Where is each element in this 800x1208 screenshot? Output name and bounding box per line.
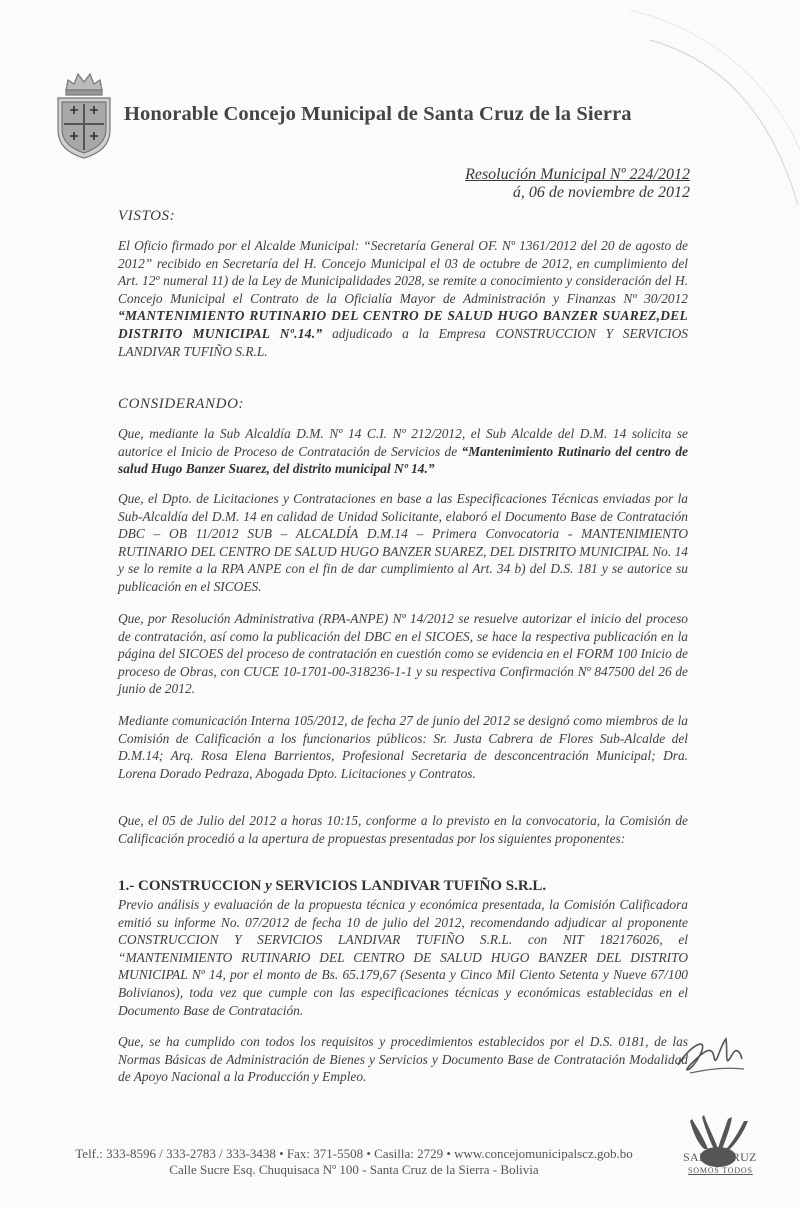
bidder-title-rest: SERVICIOS LANDIVAR TUFIÑO S.R.L. xyxy=(271,878,547,894)
bidder-title-prefix: 1.- CONSTRUCCION xyxy=(118,878,266,894)
logo-slogan: SOMOS TODOS xyxy=(688,1166,753,1175)
considerando-paragraph-4: Mediante comunicación Interna 105/2012, de fecha 27 de junio del 2012 se designó como miembros de la Comisión de Calificación a los funcionarios públicos: Sr. Justa Cabrera de Flores Sub-Alcalde del D.M.14; Arq. Rosa Elena Barrientos, Profesional Secretaria de desconcentración Municipal; Dra. Lorena Dorado Pedraza, Abogada Dpto. Licitaciones y Contratos. xyxy=(118,713,688,781)
footer-contact: Telf.: 333-8596 / 333-2783 / 333-3438 • Fax: 371-5508 • Casilla: 2729 • www.concejomunicipalscz.gob.bo xyxy=(75,1146,633,1161)
considerando-paragraph-2: Que, el Dpto. de Licitaciones y Contrataciones en base a las Especificaciones Técnicas enviadas por la Sub-Alcaldía del D.M. 14 en calidad de Unidad Solicitante, elaboró el Documento Base de Contratación DBC – OB 11/2012 SUB – ALCALDÍA D.M.14 – Primera Convocatoria - MANTENIMIENTO RUTINARIO DEL CENTRO DE SALUD HUGO BANZER SUAREZ, DEL DISTRITO MUNICIPAL No. 14 y se lo remite a la RPA ANPE con el fin de dar cumplimiento al Art. 34 b) del D.S. 181 y se autorice su publicación en el SICOES. xyxy=(118,491,688,594)
considerando-paragraph-5: Que, el 05 de Julio del 2012 a horas 10:15, conforme a lo previsto en la convocatoria, la Comisión de Calificación procedió a la apertura de propuestas presentadas por los siguientes proponentes: xyxy=(118,813,688,846)
signature xyxy=(670,1025,750,1085)
footer-address: Calle Sucre Esq. Chuquisaca Nº 100 - Santa Cruz de la Sierra - Bolivia xyxy=(169,1162,539,1177)
vistos-text-end: adjudicado a la Empresa CONSTRUCCION Y SERVICIOS LANDIVAR TUFIÑO S.R.L. xyxy=(118,325,688,359)
bidder-title xyxy=(118,878,546,895)
considerando-heading: CONSIDERANDO: xyxy=(118,396,245,412)
considerando-p1-emph: “Mantenimiento Rutinario del centro de salud Hugo Banzer Suarez, del distrito municipal Nº 14.” xyxy=(118,443,688,477)
considerando-paragraph-1 xyxy=(118,425,688,478)
coat-of-arms-icon xyxy=(52,60,116,160)
closing-paragraph: Que, se ha cumplido con todos los requisitos y procedimientos establecidos por el D.S. 0181, de las Normas Básicas de Administración de Bienes y Servicios y Documento Base de Contratación Modalidad de Apoyo Nacional a la Producción y Empleo. xyxy=(118,1034,688,1085)
vistos-contract-title: “MANTENIMIENTO RUTINARIO DEL CENTRO DE SALUD HUGO BANZER SUAREZ,DEL DISTRITO MUNICIPAL Nº.14.” xyxy=(118,308,688,341)
santa-cruz-logo-icon xyxy=(680,1090,760,1200)
vistos-text-start: El Oficio firmado por el Alcalde Municipal: “Secretaría General OF. Nº 1361/2012 del 20 de agosto de 2012” recibido en Secretaría del H. Concejo Municipal el 03 de octubre de 2012, en cumplimiento del Art. 12º numeral 11) de la Ley de Municipalidades 2028, se remite a conocimiento y consideración del H. Concejo Municipal el Contrato de la Oficialía Mayor de Administración y Finanzas Nº 30/2012 xyxy=(118,238,688,306)
logo-name: SANTACRUZ xyxy=(683,1150,757,1164)
resolution-date: á, 06 de noviembre de 2012 xyxy=(512,184,690,201)
considerando-p1-text: Que, mediante la Sub Alcaldía D.M. Nº 14 C.I. Nº 212/2012, el Sub Alcalde del D.M. 14 solicita se autorice el Inicio de Proceso de Contratación de Servicios de xyxy=(118,426,688,459)
institution-title: Honorable Concejo Municipal de Santa Cruz de la Sierra xyxy=(124,103,632,125)
bidder-paragraph: Previo análisis y evaluación de la propuesta técnica y económica presentada, la Comisión Calificadora emitió su informe No. 07/2012 de fecha 10 de julio del 2012, recomendando adjudicar al proponente CONSTRUCCION Y SERVICIOS LANDIVAR TUFIÑO S.R.L. con NIT 182176026, el “MANTENIMIENTO RUTINARIO DEL CENTRO DE SALUD HUGO BANZER DEL DISTRITO MUNICIPAL Nº 14, por el monto de Bs. 65.179,67 (Sesenta y Cinco Mil Ciento Setenta y Nueve 67/100 Bolivianos), toda vez que cumple con las especificaciones técnicas y económicas establecidas en el Documento Base de Contratación. xyxy=(118,897,688,1018)
considerando-paragraph-3: Que, por Resolución Administrativa (RPA-ANPE) Nº 14/2012 se resuelve autorizar el inicio del proceso de contratación, así como la publicación del DBC en el SICOES, se hace la respectiva publicación en la página del SICOES del proceso de contratación en cuestión como se evidencia en el FORM 100 Inicio de proceso de Obras, con CUCE 10-1701-00-318236-1-1 y su respectiva Confirmación Nº 847500 del 26 de junio de 2012. xyxy=(118,611,688,697)
bidder-title-y: y xyxy=(265,878,272,894)
resolution-number: Resolución Municipal Nº 224/2012 xyxy=(465,166,690,183)
vistos-paragraph xyxy=(118,237,688,360)
vistos-heading: VISTOS: xyxy=(118,208,176,224)
